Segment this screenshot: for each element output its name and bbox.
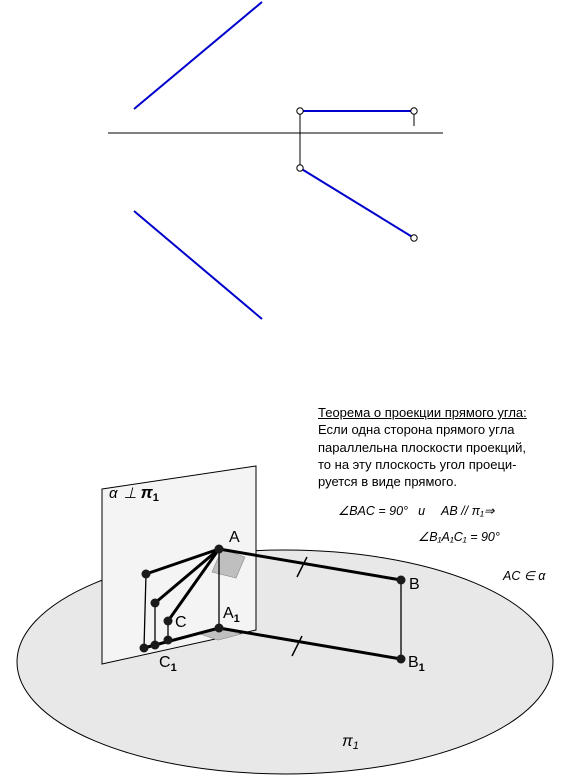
horizontal-plane-pi1 [17, 550, 553, 774]
label-a: A [229, 529, 240, 546]
formula-angle-b1a1c1: ∠B₁A₁C₁ = 90° [418, 530, 500, 544]
theorem-title: Теорема о проекции прямого угла: [318, 405, 527, 420]
point-c [164, 617, 173, 626]
point-b [397, 576, 406, 585]
label-b1: $B_1$ [408, 654, 425, 674]
point-left [142, 570, 151, 579]
point-c1 [151, 641, 160, 650]
point-c1-inner [164, 636, 173, 645]
perspective-drawing [17, 466, 553, 774]
point-mid [151, 599, 160, 608]
epure-point-a1 [297, 165, 303, 171]
label-b: B [409, 576, 420, 593]
point-b1 [397, 655, 406, 664]
point-c1-left [140, 644, 149, 653]
left-lower-line [134, 211, 262, 319]
formula-ac-in-alpha: AC ∈ α [503, 569, 546, 583]
label-a1: $A_1$ [223, 605, 240, 625]
theorem-line-3: то на эту плоскость угол проеци- [318, 456, 517, 472]
epure-point-b1 [411, 235, 417, 241]
plane-pi1-label: π1 [342, 733, 359, 752]
label-c1: $C_1$ [159, 654, 177, 674]
theorem-line-4: руется в виде прямого. [318, 474, 457, 490]
theorem-line-2: параллельна плоскости проекций, [318, 439, 526, 455]
epure-point-b2 [411, 108, 417, 114]
plane-alpha-label: α ⊥ $\pi_1$ [109, 483, 159, 504]
point-a [215, 545, 224, 554]
formula-angle-bac: ∠BAC = 90° и AB // π₁⇒ [338, 504, 495, 518]
label-c: C [175, 614, 187, 631]
left-upper-line [134, 2, 262, 109]
top-projection-line [300, 168, 414, 238]
theorem-text-block [318, 404, 580, 490]
epure-drawing [108, 2, 443, 319]
point-a1 [215, 624, 224, 633]
theorem-line-1: Если одна сторона прямого угла [318, 422, 515, 438]
epure-point-a2 [297, 108, 303, 114]
